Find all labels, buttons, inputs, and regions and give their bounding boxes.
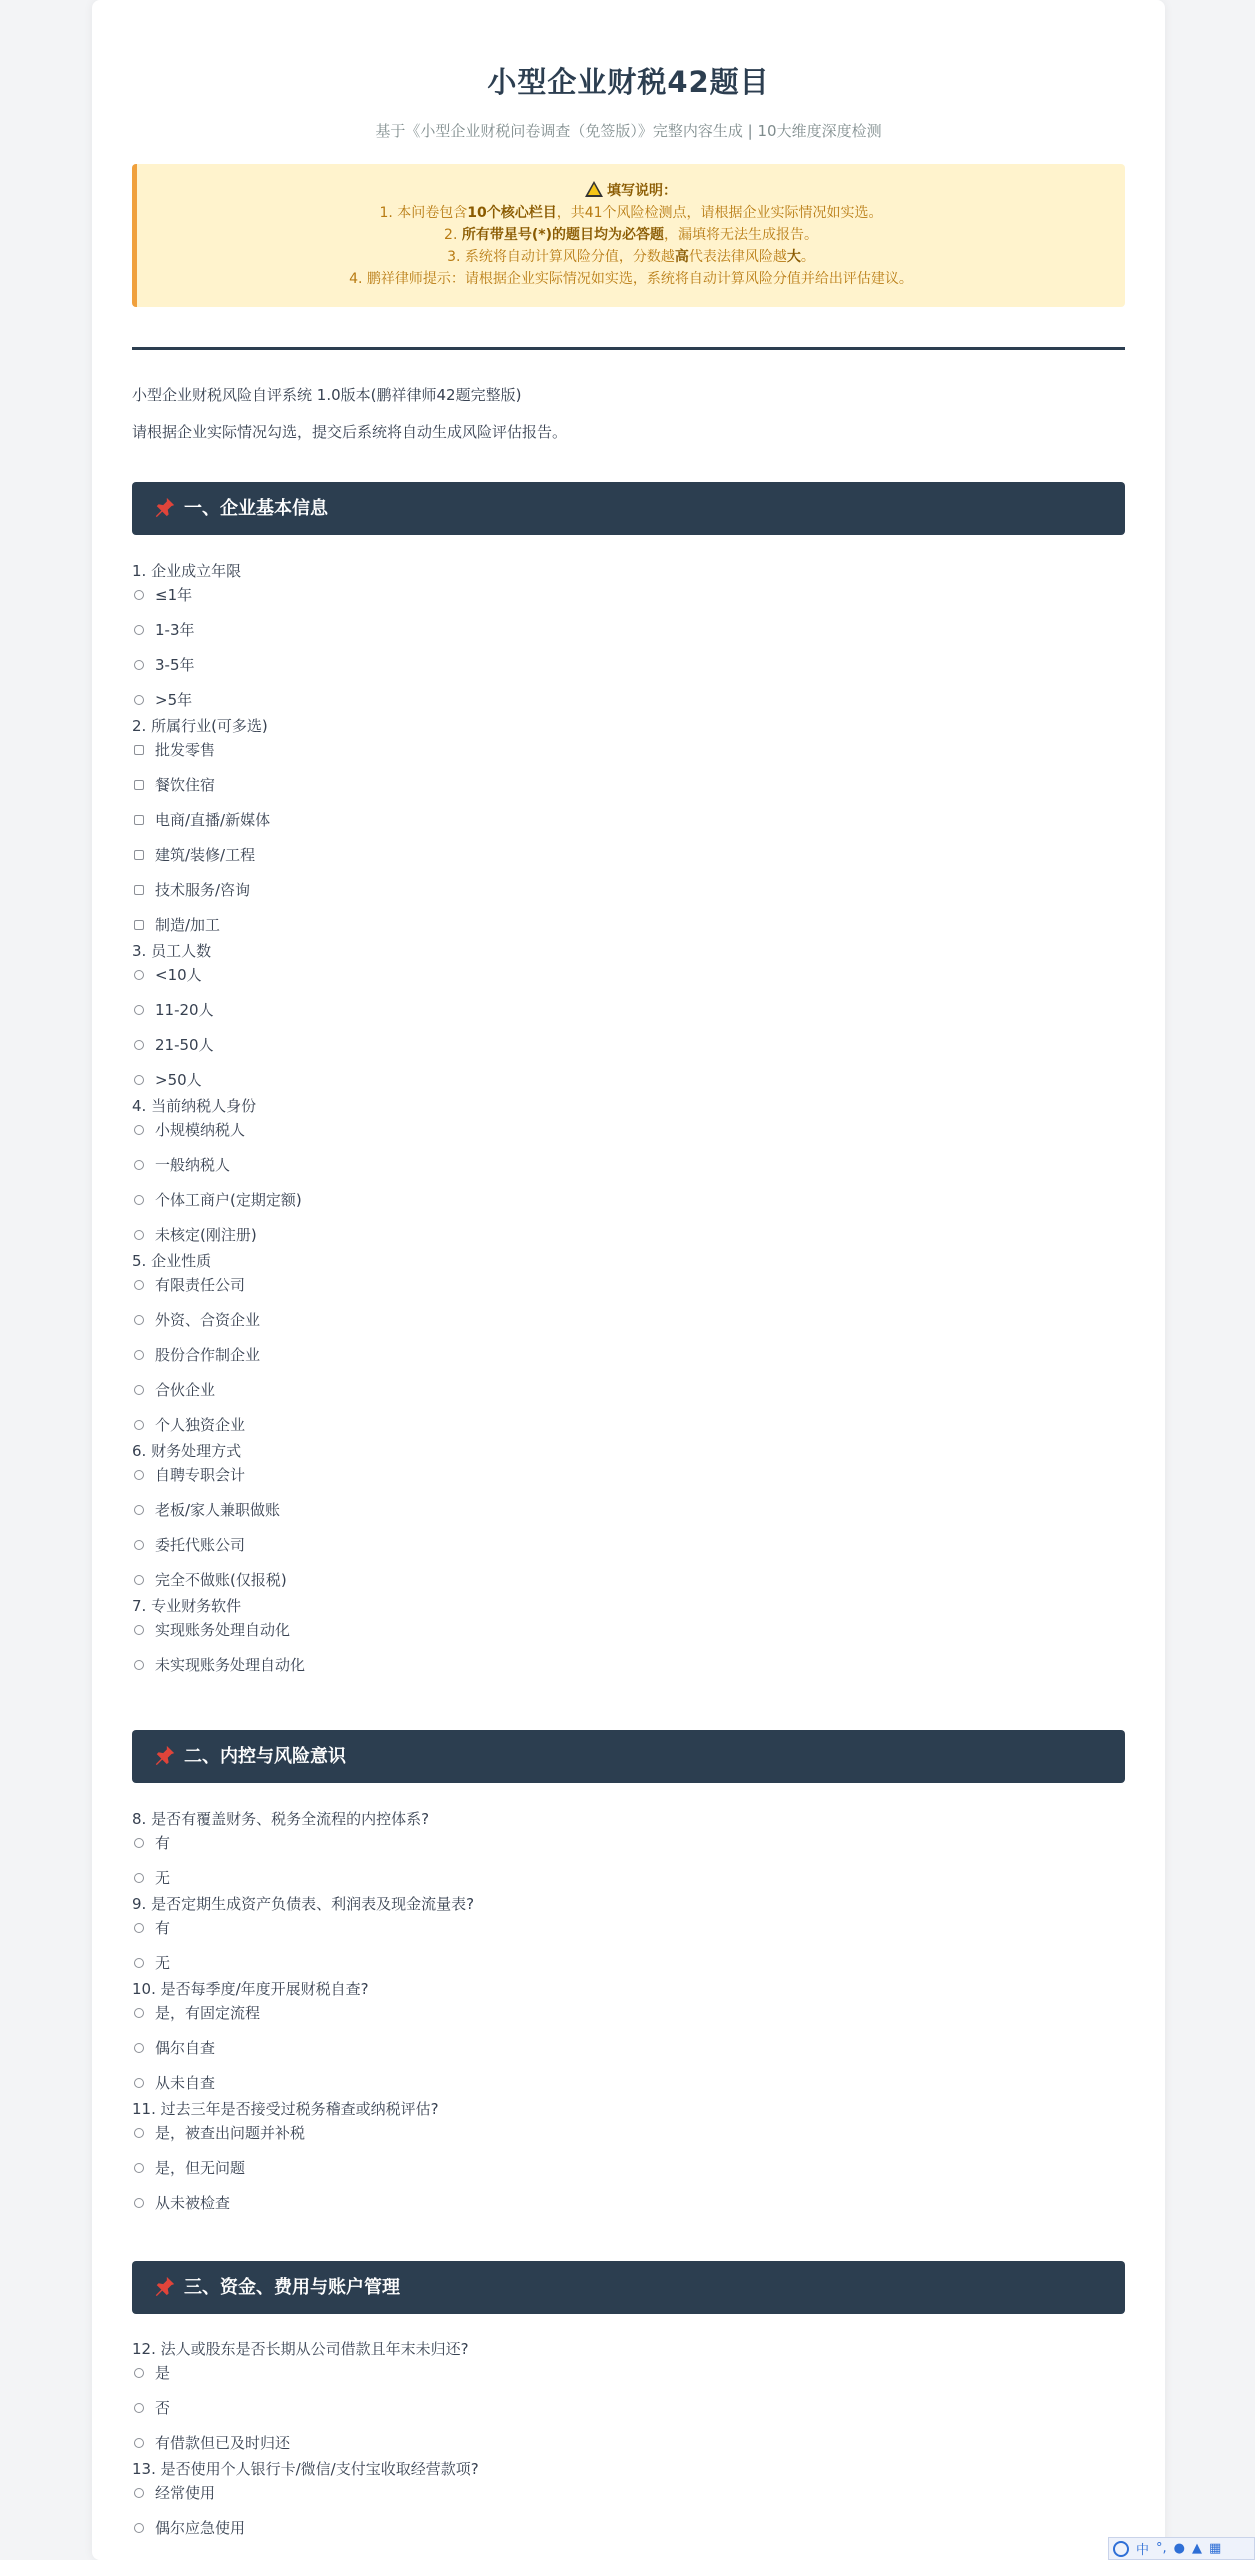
radio-input[interactable] bbox=[134, 2043, 144, 2053]
answer-option[interactable] bbox=[134, 1225, 257, 1245]
answer-option[interactable] bbox=[134, 1620, 290, 1640]
option-label: >50人 bbox=[155, 1071, 202, 1089]
answer-option[interactable] bbox=[134, 1380, 215, 1400]
option-label: 有限责任公司 bbox=[155, 1276, 246, 1294]
option-label: 偶尔自查 bbox=[155, 2039, 216, 2057]
answer-option[interactable] bbox=[134, 810, 270, 830]
answer-option[interactable] bbox=[134, 2193, 230, 2213]
option-label: 21-50人 bbox=[155, 1036, 214, 1054]
radio-input[interactable] bbox=[134, 1958, 144, 1968]
option-label: 是，被查出问题并补税 bbox=[155, 2124, 306, 2142]
answer-option[interactable] bbox=[134, 1953, 170, 1973]
answer-option[interactable] bbox=[134, 655, 195, 675]
radio-input[interactable] bbox=[134, 1195, 144, 1205]
radio-input[interactable] bbox=[134, 1160, 144, 1170]
checkbox-input[interactable] bbox=[134, 920, 144, 930]
answer-option[interactable] bbox=[134, 1655, 305, 1675]
checkbox-input[interactable] bbox=[134, 885, 144, 895]
radio-input[interactable] bbox=[134, 2523, 144, 2533]
answer-option[interactable] bbox=[134, 880, 250, 900]
question-label: 1. 企业成立年限 bbox=[132, 562, 242, 580]
question-label: 11. 过去三年是否接受过税务稽查或纳税评估? bbox=[132, 2100, 439, 2118]
checkbox-input[interactable] bbox=[134, 780, 144, 790]
instructions-notice bbox=[132, 164, 1125, 307]
answer-option[interactable] bbox=[134, 1918, 170, 1938]
radio-input[interactable] bbox=[134, 660, 144, 670]
page-title: 小型企业财税42题目 bbox=[487, 65, 770, 99]
option-label: 餐饮住宿 bbox=[155, 776, 216, 794]
answer-option[interactable] bbox=[134, 1465, 245, 1485]
answer-option[interactable] bbox=[134, 915, 220, 935]
radio-input[interactable] bbox=[134, 695, 144, 705]
radio-input[interactable] bbox=[134, 1315, 144, 1325]
answer-option[interactable] bbox=[134, 2038, 215, 2058]
intro-line-1: 小型企业财税风险自评系统 1.0版本(鹏祥律师42题完整版) bbox=[132, 386, 522, 404]
answer-option[interactable] bbox=[134, 1570, 287, 1590]
notice-line-1: 1. 本问卷包含10个核心栏目，共41个风险检测点，请根据企业实际情况如实选。 bbox=[379, 205, 883, 221]
answer-option[interactable] bbox=[134, 2073, 215, 2093]
answer-option[interactable] bbox=[134, 2483, 215, 2503]
answer-option[interactable] bbox=[134, 1833, 170, 1853]
ime-logo-icon[interactable] bbox=[1113, 2541, 1129, 2557]
question-label: 12. 法人或股东是否长期从公司借款且年末未归还? bbox=[132, 2340, 469, 2358]
pushpin-icon bbox=[154, 496, 176, 518]
radio-input[interactable] bbox=[134, 2198, 144, 2208]
question-label: 10. 是否每季度/年度开展财税自查? bbox=[132, 1980, 369, 1998]
answer-option[interactable] bbox=[134, 585, 192, 605]
answer-option[interactable] bbox=[134, 965, 202, 985]
answer-option[interactable] bbox=[134, 2003, 260, 2023]
question-label: 9. 是否定期生成资产负债表、利润表及现金流量表? bbox=[132, 1895, 475, 1913]
option-label: 个体工商户(定期定额) bbox=[155, 1191, 302, 1209]
option-label: 经常使用 bbox=[155, 2484, 216, 2502]
question-label: 2. 所属行业(可多选) bbox=[132, 717, 268, 735]
option-label: 实现账务处理自动化 bbox=[155, 1621, 291, 1639]
checkbox-input[interactable] bbox=[134, 745, 144, 755]
option-label: 外资、合资企业 bbox=[155, 1311, 261, 1329]
radio-input[interactable] bbox=[134, 2488, 144, 2498]
radio-input[interactable] bbox=[134, 1385, 144, 1395]
option-label: 小规模纳税人 bbox=[155, 1121, 246, 1139]
header-divider bbox=[132, 347, 1125, 350]
answer-option[interactable] bbox=[134, 845, 255, 865]
answer-option[interactable] bbox=[134, 2433, 290, 2453]
radio-input[interactable] bbox=[134, 2163, 144, 2173]
pushpin-icon bbox=[154, 2275, 176, 2297]
radio-input[interactable] bbox=[134, 2008, 144, 2018]
option-label: 是，有固定流程 bbox=[155, 2004, 261, 2022]
answer-option[interactable] bbox=[134, 1000, 214, 1020]
answer-option[interactable] bbox=[134, 740, 215, 760]
notice-line-4: 4. 鹏祥律师提示：请根据企业实际情况如实选，系统将自动计算风险分值并给出评估建议。 bbox=[349, 271, 913, 287]
option-label: 1-3年 bbox=[155, 621, 195, 639]
section-header-2: 二、内控与风险意识 bbox=[132, 1730, 1125, 1783]
answer-option[interactable] bbox=[134, 2363, 170, 2383]
option-label: 技术服务/咨询 bbox=[155, 881, 251, 899]
option-label: <10人 bbox=[155, 966, 202, 984]
radio-input[interactable] bbox=[134, 1420, 144, 1430]
checkbox-input[interactable] bbox=[134, 815, 144, 825]
option-label: 合伙企业 bbox=[155, 1381, 216, 1399]
option-label: 从未被检查 bbox=[155, 2194, 231, 2212]
option-label: 电商/直播/新媒体 bbox=[155, 811, 271, 829]
question-label: 4. 当前纳税人身份 bbox=[132, 1097, 257, 1115]
pushpin-icon bbox=[154, 1744, 176, 1766]
grid-icon[interactable]: ▦ bbox=[1209, 2541, 1222, 2556]
option-label: 未实现账务处理自动化 bbox=[155, 1656, 306, 1674]
radio-input[interactable] bbox=[134, 1660, 144, 1670]
radio-input[interactable] bbox=[134, 1075, 144, 1085]
ime-toolbar[interactable] bbox=[1108, 2537, 1255, 2560]
radio-input[interactable] bbox=[134, 1873, 144, 1883]
microphone-icon[interactable]: ● bbox=[1173, 2541, 1185, 2556]
radio-input[interactable] bbox=[134, 1838, 144, 1848]
option-label: 有 bbox=[155, 1834, 171, 1852]
page-subtitle: 基于《小型企业财税问卷调查（免签版）》完整内容生成 | 10大维度深度检测 bbox=[375, 122, 882, 140]
answer-option[interactable] bbox=[134, 1120, 245, 1140]
option-label: 3-5年 bbox=[155, 656, 195, 674]
option-label: ≤1年 bbox=[155, 586, 193, 604]
radio-input[interactable] bbox=[134, 2078, 144, 2088]
checkbox-input[interactable] bbox=[134, 850, 144, 860]
option-label: 制造/加工 bbox=[155, 916, 221, 934]
radio-input[interactable] bbox=[134, 625, 144, 635]
answer-option[interactable] bbox=[134, 1275, 245, 1295]
option-label: 是 bbox=[155, 2364, 171, 2382]
question-label: 7. 专业财务软件 bbox=[132, 1597, 242, 1615]
question-label: 5. 企业性质 bbox=[132, 1252, 212, 1270]
section-header-1: 一、企业基本信息 bbox=[132, 482, 1125, 535]
intro-line-2: 请根据企业实际情况勾选，提交后系统将自动生成风险评估报告。 bbox=[132, 423, 568, 441]
option-label: 老板/家人兼职做账 bbox=[155, 1501, 281, 1519]
answer-option[interactable] bbox=[134, 2518, 245, 2538]
radio-input[interactable] bbox=[134, 1125, 144, 1135]
option-label: 股份合作制企业 bbox=[155, 1346, 261, 1364]
answer-option[interactable] bbox=[134, 1035, 214, 1055]
ime-punctuation-icon[interactable]: °, bbox=[1156, 2541, 1167, 2556]
radio-input[interactable] bbox=[134, 1540, 144, 1550]
radio-input[interactable] bbox=[134, 970, 144, 980]
notice-line-2: 2. 所有带星号(*)的题目均为必答题，漏填将无法生成报告。 bbox=[444, 227, 818, 243]
radio-input[interactable] bbox=[134, 2128, 144, 2138]
answer-option[interactable] bbox=[134, 1070, 202, 1090]
option-label: 批发零售 bbox=[155, 741, 216, 759]
answer-option[interactable] bbox=[134, 775, 215, 795]
option-label: 从未自查 bbox=[155, 2074, 216, 2092]
option-label: 是，但无问题 bbox=[155, 2159, 246, 2177]
section-header-3: 三、资金、费用与账户管理 bbox=[132, 2261, 1125, 2314]
radio-input[interactable] bbox=[134, 590, 144, 600]
questionnaire-card bbox=[92, 0, 1165, 2560]
option-label: 有借款但已及时归还 bbox=[155, 2434, 291, 2452]
option-label: 未核定(刚注册) bbox=[155, 1226, 257, 1244]
radio-input[interactable] bbox=[134, 1230, 144, 1240]
radio-input[interactable] bbox=[134, 1280, 144, 1290]
question-label: 6. 财务处理方式 bbox=[132, 1442, 242, 1460]
radio-input[interactable] bbox=[134, 1470, 144, 1480]
radio-input[interactable] bbox=[134, 1505, 144, 1515]
option-label: 委托代账公司 bbox=[155, 1536, 246, 1554]
warning-icon bbox=[585, 181, 603, 197]
option-label: 一般纳税人 bbox=[155, 1156, 231, 1174]
answer-option[interactable] bbox=[134, 2158, 245, 2178]
answer-option[interactable] bbox=[134, 1190, 302, 1210]
answer-option[interactable] bbox=[134, 1155, 230, 1175]
answer-option[interactable] bbox=[134, 1535, 245, 1555]
answer-option[interactable] bbox=[134, 2123, 305, 2143]
answer-option[interactable] bbox=[134, 1415, 245, 1435]
option-label: 无 bbox=[155, 1869, 171, 1887]
option-label: 11-20人 bbox=[155, 1001, 214, 1019]
radio-input[interactable] bbox=[134, 1040, 144, 1050]
option-label: 无 bbox=[155, 1954, 171, 1972]
option-label: 有 bbox=[155, 1919, 171, 1937]
radio-input[interactable] bbox=[134, 1575, 144, 1585]
question-label: 8. 是否有覆盖财务、税务全流程的内控体系? bbox=[132, 1810, 430, 1828]
notice-line-3: 3. 系统将自动计算风险分值，分数越高代表法律风险越大。 bbox=[447, 249, 815, 265]
answer-option[interactable] bbox=[134, 1500, 280, 1520]
answer-option[interactable] bbox=[134, 1345, 260, 1365]
radio-input[interactable] bbox=[134, 1625, 144, 1635]
option-label: 偶尔应急使用 bbox=[155, 2519, 246, 2537]
option-label: 自聘专职会计 bbox=[155, 1466, 246, 1484]
radio-input[interactable] bbox=[134, 1923, 144, 1933]
answer-option[interactable] bbox=[134, 690, 192, 710]
notice-heading: 填写说明： bbox=[137, 180, 1125, 202]
radio-input[interactable] bbox=[134, 2403, 144, 2413]
answer-option[interactable] bbox=[134, 620, 195, 640]
question-label: 13. 是否使用个人银行卡/微信/支付宝收取经营款项? bbox=[132, 2460, 479, 2478]
option-label: 个人独资企业 bbox=[155, 1416, 246, 1434]
question-label: 3. 员工人数 bbox=[132, 942, 212, 960]
option-label: 建筑/装修/工程 bbox=[155, 846, 256, 864]
answer-option[interactable] bbox=[134, 1310, 260, 1330]
radio-input[interactable] bbox=[134, 2368, 144, 2378]
user-icon[interactable]: ▲ bbox=[1192, 2541, 1202, 2556]
answer-option[interactable] bbox=[134, 2398, 170, 2418]
option-label: 否 bbox=[155, 2399, 171, 2417]
option-label: 完全不做账(仅报税) bbox=[155, 1571, 287, 1589]
radio-input[interactable] bbox=[134, 1005, 144, 1015]
radio-input[interactable] bbox=[134, 2438, 144, 2448]
answer-option[interactable] bbox=[134, 1868, 170, 1888]
option-label: >5年 bbox=[155, 691, 193, 709]
ime-lang-toggle[interactable]: 中 bbox=[1136, 2543, 1150, 2558]
radio-input[interactable] bbox=[134, 1350, 144, 1360]
